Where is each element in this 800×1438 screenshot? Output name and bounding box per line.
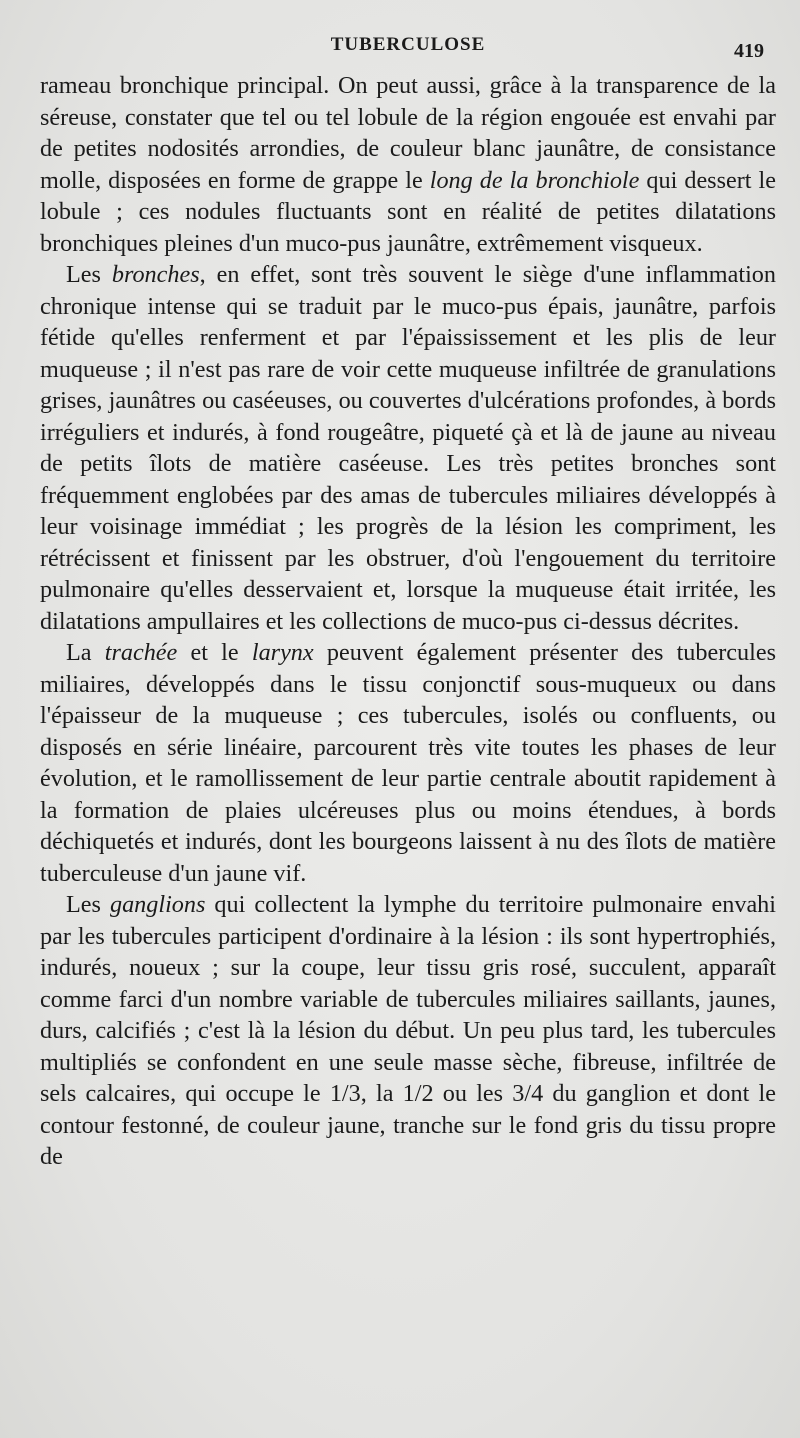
italic-term: larynx xyxy=(251,639,314,666)
paragraph-trachee-larynx xyxy=(40,637,776,889)
body-text xyxy=(40,70,776,1173)
running-title: TUBERCULOSE xyxy=(330,34,486,55)
text-run: Les xyxy=(66,261,112,288)
text-run: rameau bronchique principal. On peut aussi, grâce à la transparence de la séreuse, constater que tel ou tel lobule de la région engouée est envahi par de petites nodosités arrondies, de couleur blanc jaunâtre, de consistance molle, disposées en forme de grappe le xyxy=(40,72,776,194)
italic-term: bronches xyxy=(111,261,200,288)
text-run: peuvent également présenter des tubercules miliaires, développés dans le tissu conjonctif sous-muqueux ou dans l'épaisseur de la muqueuse ; ces tubercules, isolés ou confluents, ou disposés en série linéaire, parcourent très vite toutes les phases de leur évolution, et le ramollissement de leur partie centrale aboutit rapidement à la formation de plaies ulcéreuses plus ou moins étendues, à bords déchiquetés et indurés, dont les bourgeons laissent à nu des îlots de matière tuberculeuse d'un jaune vif. xyxy=(40,639,776,887)
text-run: Les xyxy=(66,891,110,918)
paragraph-bronches xyxy=(40,259,776,637)
italic-term: trachée xyxy=(104,639,178,666)
paragraph-ganglions xyxy=(40,889,776,1173)
text-run: et le xyxy=(177,639,252,666)
italic-term: long de la bronchiole xyxy=(429,166,640,194)
text-run: qui dessert le lobule ; ces nodules fluctuants sont en réalité de petites dilatations bronchiques pleines d'un muco-pus jaunâtre, extrêmement visqueux. xyxy=(40,166,776,257)
italic-term: ganglions xyxy=(109,891,206,918)
running-head xyxy=(40,0,776,70)
text-run: , en effet, sont très souvent le siège d'une inflammation chronique intense qui se traduit par le muco-pus épais, jaunâtre, parfois fétide qu'elles renferment et par l'épaississement et les plis de leur muqueuse ; il n'est pas rare de voir cette muqueuse infiltrée de granulations grises, jaunâtres ou caséeuses, ou couvertes d'ulcérations profondes, à bords irréguliers et indurés, à fond rougeâtre, piqueté çà et là de jaune au niveau de petits îlots de matière caséeuse. Les très petites bronches sont fréquemment englobées par des amas de tubercules miliaires développés à leur voisinage immédiat ; les progrès de la lésion les compriment, les rétrécissent et finissent par les obstruer, d'où l'engouement du territoire pulmonaire qu'elles desservaient et, lorsque la muqueuse était irritée, les dilatations ampullaires et les collections de muco-pus ci-dessus décrites. xyxy=(40,261,776,635)
text-run: qui collectent la lymphe du territoire pulmonaire envahi par les tubercules participent d'ordinaire à la lésion : ils sont hypertrophiés, indurés, noueux ; sur la coupe, leur tissu gris rosé, succulent, apparaît comme farci d'un nombre variable de tubercules miliaires saillants, jaunes, durs, calcifiés ; c'est là la lésion du début. Un peu plus tard, les tubercules multipliés se confondent en une seule masse sèche, fibreuse, infiltrée de sels calcaires, qui occupe le 1/3, la 1/2 ou les 3/4 du ganglion et dont le contour festonné, de couleur jaune, tranche sur le fond gris du tissu propre de xyxy=(40,891,776,1170)
page-number: 419 xyxy=(734,40,764,62)
text-run: La xyxy=(66,639,105,666)
paragraph-continued xyxy=(40,70,776,259)
